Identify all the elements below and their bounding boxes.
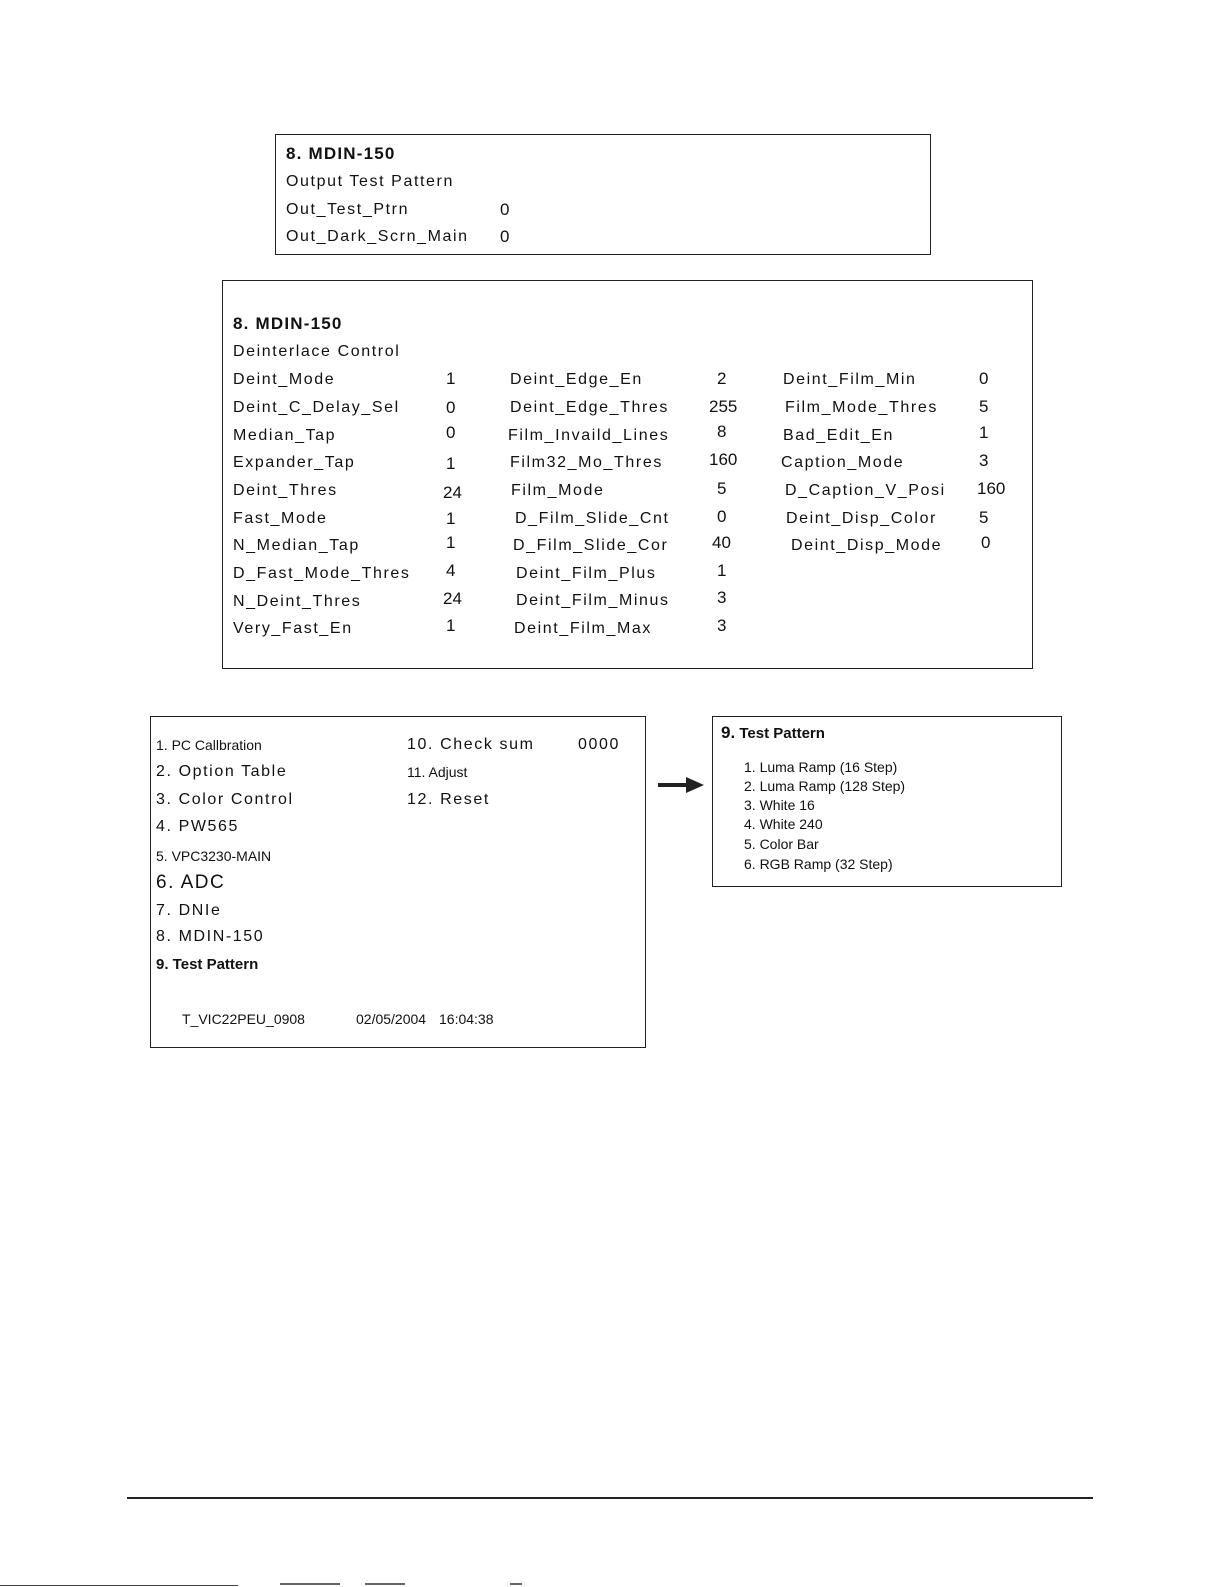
row-value: 5 [717,479,727,498]
menu-item-dnie[interactable]: 7. DNIe [156,902,222,919]
right-arrow-icon [658,776,706,794]
menu-item-vpc3230-main[interactable]: 5. VPC3230-MAIN [156,848,272,864]
row-label: Deint_Mode [233,371,336,388]
footer-rule [127,1497,1093,1499]
row-label: Bad_Edit_En [783,427,895,444]
menu-item-pc-calibration[interactable]: 1. PC Callbration [156,737,262,753]
row-value: 1 [446,509,456,528]
firmware-version: T_VIC22PEU_0908 [182,1011,305,1027]
row-label: N_Median_Tap [233,537,360,554]
firmware-time: 16:04:38 [439,1011,494,1027]
row-label: Deint_Disp_Mode [791,537,943,554]
row-value: 0 [446,423,456,442]
menu-item-option-table[interactable]: 2. Option Table [156,763,288,780]
row-value: 0 [979,369,989,388]
test-pattern-item[interactable]: 1. Luma Ramp (16 Step) [744,759,898,775]
row-label: Deint_Thres [233,482,338,499]
menu-item-mdin-150[interactable]: 8. MDIN-150 [156,928,265,945]
row-label: Deint_Film_Minus [516,592,670,609]
firmware-date: 02/05/2004 [356,1011,427,1027]
row-value: 8 [717,422,727,441]
row-label: D_Film_Slide_Cor [513,537,669,554]
row-value: 0 [446,398,456,417]
menu-item-test-pattern[interactable]: 9. Test Pattern [156,956,259,973]
menu-item-color-control[interactable]: 3. Color Control [156,791,294,808]
row-value: 3 [717,616,727,635]
row-value: 160 [709,450,738,469]
row-value: 1 [446,616,456,635]
box1-title: 8. MDIN-150 [286,144,396,163]
menu-item-adjust[interactable]: 11. Adjust [407,764,468,780]
row-label: Very_Fast_En [233,620,353,637]
row-label: Film_Invaild_Lines [508,427,670,444]
row-label: Median_Tap [233,427,337,444]
row-value: 0 [981,533,991,552]
row-value: 1 [446,454,456,473]
output-test-pattern-box [275,134,931,255]
row-value: 0 [717,507,727,526]
row-label: Expander_Tap [233,454,356,471]
row-value: 5 [979,397,989,416]
row-label: D_Film_Slide_Cnt [515,510,670,527]
row-label: Out_Test_Ptrn [286,201,410,218]
row-value: 3 [979,451,989,470]
row-value: 1 [446,533,456,552]
menu-item-check-sum[interactable]: 10. Check sum [407,736,535,753]
row-value: 24 [443,589,462,608]
row-label: N_Deint_Thres [233,593,362,610]
row-label: Deint_Edge_En [510,371,643,388]
test-pattern-item[interactable]: 3. White 16 [744,797,815,813]
page-edge-marks [0,1583,1225,1587]
row-label: Film_Mode [511,482,605,499]
checksum-value: 0000 [578,736,620,753]
row-label: D_Caption_V_Posi [785,482,946,499]
test-pattern-title [721,724,825,743]
row-label: Deint_Film_Plus [516,565,657,582]
row-label: Deint_Film_Min [783,371,917,388]
test-pattern-item[interactable]: 4. White 240 [744,816,823,832]
row-label: Fast_Mode [233,510,328,527]
row-label: Out_Dark_Scrn_Main [286,228,469,245]
test-pattern-title-number: 9. [721,723,736,742]
row-value: 1 [717,561,727,580]
test-pattern-item[interactable]: 5. Color Bar [744,836,819,852]
row-label: D_Fast_Mode_Thres [233,565,411,582]
deinterlace-control-box [222,280,1033,669]
row-value: 2 [717,369,727,388]
box1-subtitle: Output Test Pattern [286,173,454,190]
row-value: 4 [446,561,456,580]
row-label: Caption_Mode [781,454,905,471]
row-label: Deint_Edge_Thres [510,399,670,416]
row-label: Deint_Disp_Color [786,510,937,527]
box2-title: 8. MDIN-150 [233,314,343,333]
row-value: 1 [446,369,456,388]
row-value: 160 [977,479,1006,498]
row-value: 5 [979,508,989,527]
test-pattern-title-text: Test Pattern [739,725,825,742]
row-value: 255 [709,397,738,416]
test-pattern-item[interactable]: 6. RGB Ramp (32 Step) [744,856,893,872]
row-label: Deint_Film_Max [514,620,652,637]
test-pattern-item[interactable]: 2. Luma Ramp (128 Step) [744,778,906,794]
menu-item-reset[interactable]: 12. Reset [407,791,490,808]
test-pattern-box [712,716,1062,887]
row-value: 24 [443,483,462,502]
row-value: 3 [717,588,727,607]
menu-item-pw565[interactable]: 4. PW565 [156,818,240,835]
service-menu-box [150,716,646,1048]
row-value: 0 [500,200,510,219]
row-label: Film32_Mo_Thres [510,454,663,471]
row-value: 1 [979,423,989,442]
menu-item-adc[interactable]: 6. ADC [156,872,226,893]
row-value: 40 [712,533,731,552]
box2-subtitle: Deinterlace Control [233,343,401,360]
row-value: 0 [500,227,510,246]
row-label: Deint_C_Delay_Sel [233,399,400,416]
row-label: Film_Mode_Thres [785,399,938,416]
